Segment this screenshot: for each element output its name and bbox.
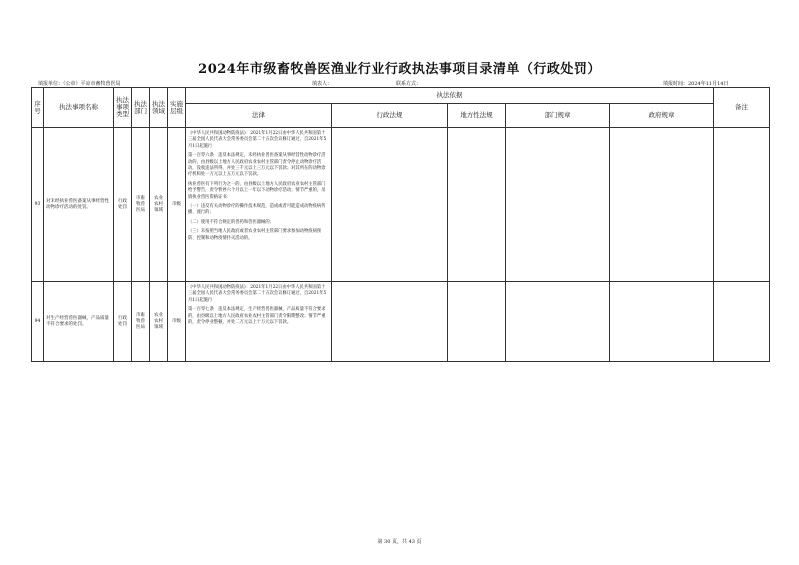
law-paragraph: 《中华人民共和国动物防疫法》：2021年1月22日由中华人民共和国第十三届全国人民代表大会常务委员会第二十五次会议修订通过，自2021年5月1日起施行: [188, 131, 327, 149]
cell-law: [186, 128, 332, 282]
cell-seq: 94: [32, 282, 44, 362]
cell-type: 行政处罚: [114, 128, 132, 282]
cell-level: 市级: [168, 128, 186, 282]
law-paragraph: 执业兽医有下列行为之一的，由县级以上地方人民政府农业农村主管部门给予警告，责令暂停六个月以上一年以下动物诊疗活动；情节严重的，吊销执业兽医资格证书：: [188, 181, 326, 200]
cell-seq: 93: [32, 128, 44, 282]
header-remark: 备注: [714, 88, 770, 128]
page-title: 2024年市级畜牧兽医渔业行业行政执法事项目录清单（行政处罚）: [198, 62, 601, 77]
header-gov-rule: 政府规章: [610, 104, 714, 128]
header-seq: 序号: [32, 88, 44, 128]
cell-local-regulation: [448, 128, 506, 282]
enforcement-table: [31, 87, 770, 362]
header-dept-rule: 部门规章: [506, 104, 610, 128]
cell-gov-rule: [610, 128, 714, 282]
cell-admin-regulation: [332, 128, 448, 282]
filler-label: 填表人：: [312, 81, 333, 87]
cell-level: 市级: [168, 282, 186, 362]
report-date: 填报时间：2024年11月14日: [663, 81, 729, 87]
cell-dept-rule: [506, 128, 610, 282]
header-field: 执法领域: [150, 88, 168, 128]
law-paragraph: （二）使用不符合规定的兽药和兽医器械的；: [188, 219, 274, 225]
cell-law: [186, 282, 332, 362]
header-type: 执法事项类型: [114, 88, 132, 128]
cell-type: 行政处罚: [114, 282, 132, 362]
cell-local-regulation: [448, 282, 506, 362]
law-paragraph: 《中华人民共和国动物防疫法》：2021年1月22日由中华人民共和国第十三届全国人民代表大会常务委员会第二十五次会议修订通过，自2021年5月1日起施行: [188, 285, 327, 303]
law-paragraph: 第一百零六条 违反本法规定，未经执业兽医备案从事经营性动物诊疗活动的，由县级以上地方人民政府农业农村主管部门责令停止动物诊疗活动，没收违法所得，并处三千元以上三万元以下罚款；对其所在的动物诊疗机构处一万元以上五万元以下罚款。: [188, 153, 326, 178]
cell-name: 对生产经营兽医器械，产品质量不符合要求的处罚。: [44, 282, 114, 362]
contact-label: 联系方式：: [396, 81, 422, 87]
cell-name: 对未经执业兽医备案从事经营性动物诊疗活动的处罚。: [44, 128, 114, 282]
table-row: [32, 282, 770, 362]
cell-remark: [714, 282, 770, 362]
cell-admin-regulation: [332, 282, 448, 362]
header-law: 法律: [186, 104, 332, 128]
header-level: 实施层级: [168, 88, 186, 128]
cell-dept-rule: [506, 282, 610, 362]
header-name: 执法事项名称: [44, 88, 114, 128]
header-basis: 执法依据: [186, 88, 714, 104]
header-admin-regulation: 行政法规: [332, 104, 448, 128]
law-paragraph: （一）违反有关动物诊疗的操作技术规范，造成或者可能造成动物疫病传播、流行的；: [188, 204, 326, 216]
header-local-regulation: 地方性法规: [448, 104, 506, 128]
page-number: 第 30 页，共 43 页: [377, 539, 422, 545]
cell-dept: 市畜牧兽医局: [132, 282, 150, 362]
cell-remark: [714, 128, 770, 282]
table-row: [32, 128, 770, 282]
reporting-unit: 填报单位：（公章）平凉市畜牧兽医局: [38, 81, 121, 87]
law-paragraph: （三）未按照当地人民政府或者农业农村主管部门要求参加动物疫病预防、控制和动物疫情扑灭活动的。: [188, 229, 322, 241]
cell-field: 农业农村领域: [150, 282, 168, 362]
cell-gov-rule: [610, 282, 714, 362]
law-paragraph: 第一百零七条 违反本法规定，生产经营兽医器械，产品质量不符合要求的，由县级以上地方人民政府农业农村主管部门责令限期整改；情节严重的，责令停业整顿，并处二万元以上十万元以下罚款。: [188, 307, 326, 326]
cell-field: 农业农村领域: [150, 128, 168, 282]
header-dept: 执法部门: [132, 88, 150, 128]
cell-dept: 市畜牧兽医局: [132, 128, 150, 282]
